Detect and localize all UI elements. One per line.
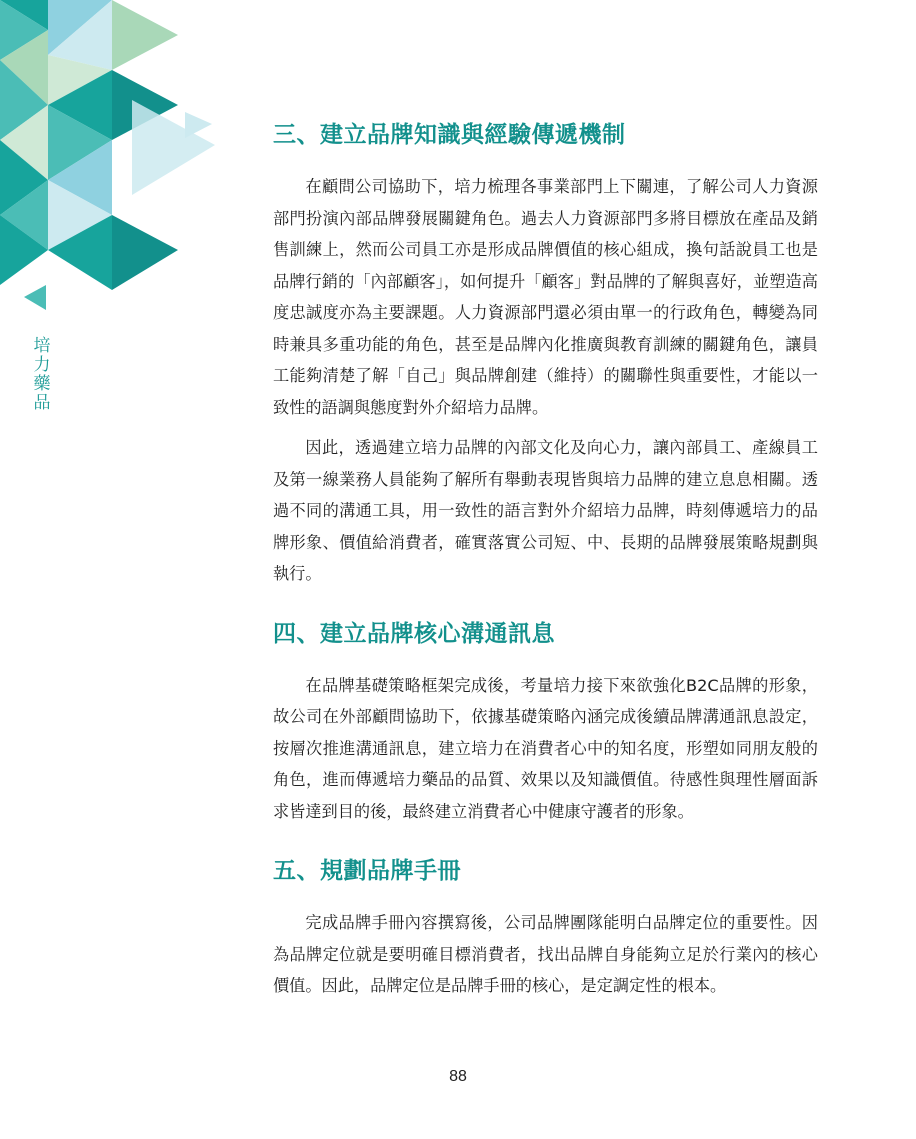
section-3-paragraph-1: 在顧問公司協助下，培力梳理各事業部門上下關連，了解公司人力資源部門扮演內部品牌發展關鍵角色。過去人力資源部門多將目標放在產品及銷售訓練上，然而公司員工亦是形成品牌價值的核心組成，換句話說員工也是品牌行銷的「內部顧客」，如何提升「顧客」對品牌的了解與喜好，並塑造高度忠誠度亦為主要課題。人力資源部門還必須由單一的行政角色，轉變為同時兼具多重功能的角色，甚至是品牌內化推廣與教育訓練的關鍵角色，讓員工能夠清楚了解「自己」與品牌創建（維持）的關聯性與重要性，才能以一致性的語調與態度對外介紹培力品牌。 — [273, 177, 818, 417]
side-label-char: 品 — [33, 393, 51, 413]
decorative-triangles — [0, 0, 230, 320]
side-label-char: 藥 — [33, 374, 51, 394]
section-4-paragraph-1: 在品牌基礎策略框架完成後，考量培力接下來欲強化B2C品牌的形象，故公司在外部顧問協助下，依據基礎策略內涵完成後續品牌溝通訊息設定，按層次推進溝通訊息，建立培力在消費者心中的知名度，形塑如同朋友般的角色，進而傳遞培力藥品的品質、效果以及知識價值。待感性與理性層面訴求皆達到目的後，最終建立消費者心中健康守護者的形象。 — [273, 675, 818, 821]
side-label-char: 培 — [33, 336, 51, 356]
main-content — [273, 118, 818, 1002]
section-heading-5: 五、規劃品牌手冊 — [273, 858, 461, 884]
side-label-char: 力 — [33, 355, 51, 375]
side-label-brand — [32, 337, 52, 413]
section-heading-4: 四、建立品牌核心溝通訊息 — [273, 620, 555, 647]
section-heading-3: 三、建立品牌知識與經驗傳遞機制 — [273, 122, 626, 148]
page-number: 88 — [449, 1068, 467, 1085]
section-5-paragraph-1: 完成品牌手冊內容撰寫後，公司品牌團隊能明白品牌定位的重要性。因為品牌定位就是要明確目標消費者，找出品牌自身能夠立足於行業內的核心價值。因此，品牌定位是品牌手冊的核心，是定調定性的根本。 — [273, 913, 818, 995]
section-3-paragraph-2: 因此，透過建立培力品牌的內部文化及向心力，讓內部員工、產線員工及第一線業務人員能夠了解所有舉動表現皆與培力品牌的建立息息相關。透過不同的溝通工具，用一致性的語言對外介紹培力品牌，時刻傳遞培力的品牌形象、價值給消費者，確實落實公司短、中、長期的品牌發展策略規劃與執行。 — [273, 438, 818, 583]
